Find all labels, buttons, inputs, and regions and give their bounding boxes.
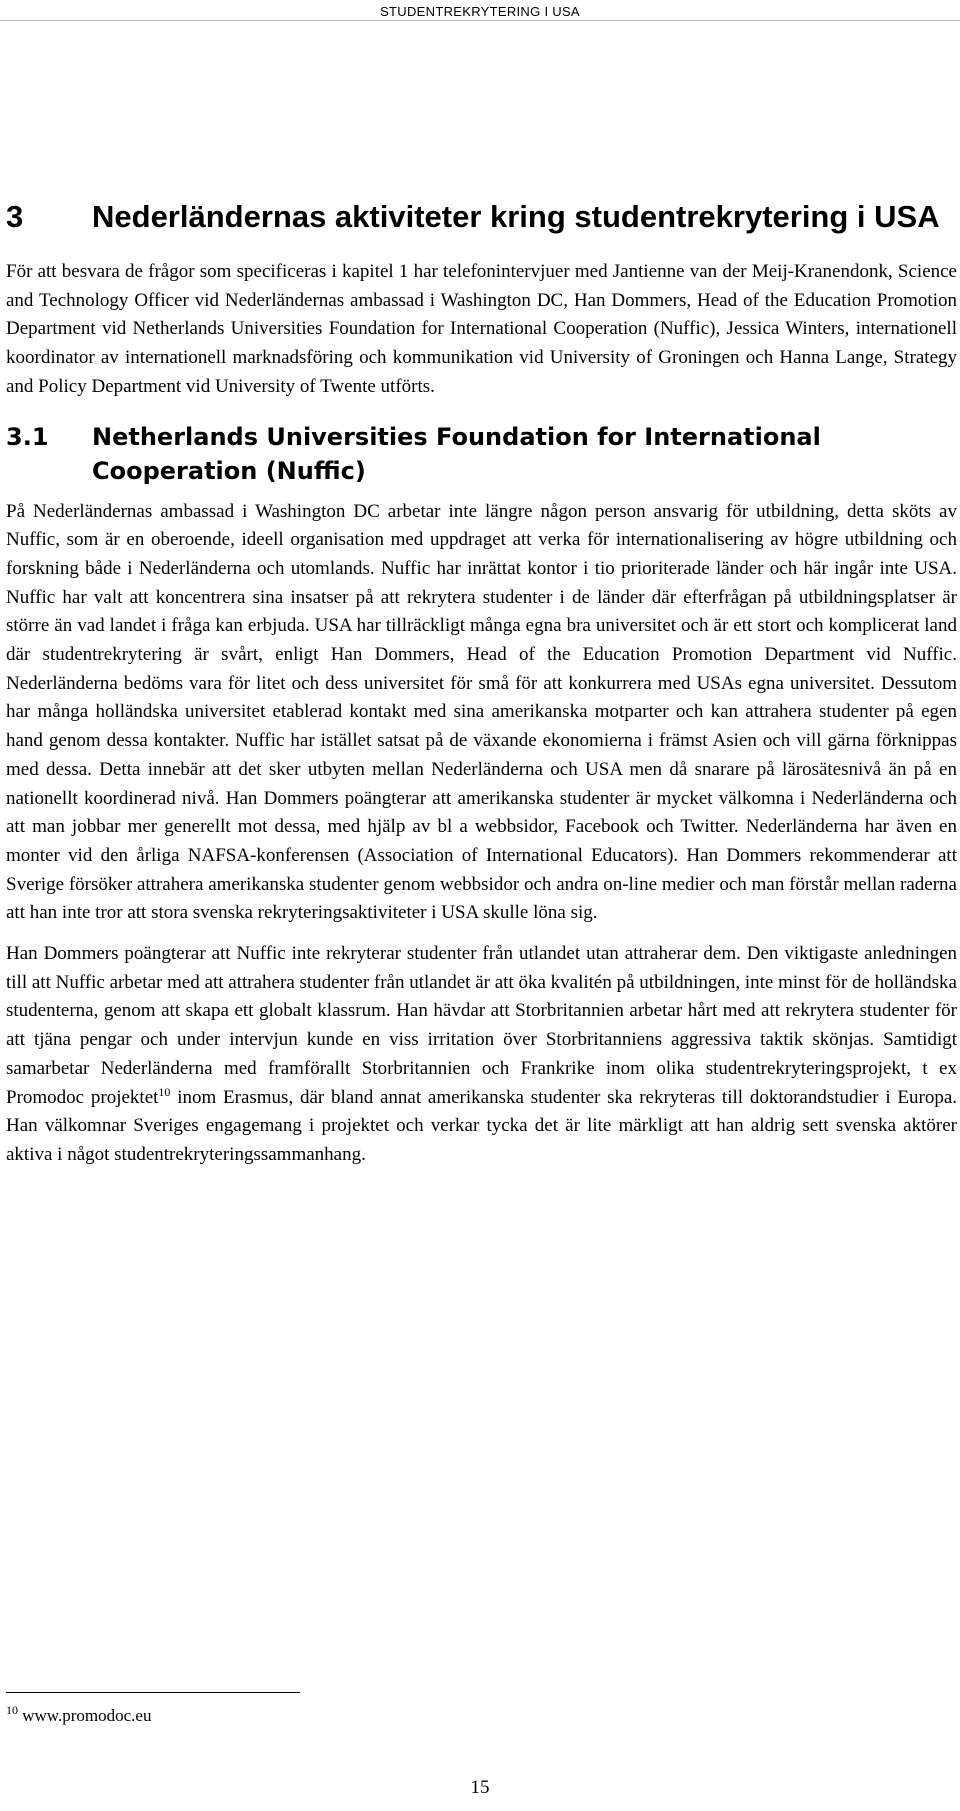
footnote-reference: 10	[158, 1084, 171, 1099]
footnote-divider	[6, 1692, 300, 1693]
paragraph-2-text-end: inom Erasmus, där bland annat amerikanska studenter ska rekryteras till doktorandstudier i Europa. Han välkomnar Sveriges engagemang i projektet och verkar tycka det är lite märkligt att han aldrig sett svenska aktörer aktiva i något studentrekryteringssammanhang.	[6, 1086, 958, 1165]
footnote-text: www.promodoc.eu	[22, 1706, 152, 1725]
chapter-number: 3	[6, 199, 24, 234]
header-divider	[0, 20, 960, 21]
intro-paragraph: För att besvara de frågor som specificeras i kapitel 1 har telefonintervjuer med Jantienne van der Meij-Kranendonk, Science and Technology Officer vid Nederländernas ambassad i Washington DC, Han Dommers, Head of the Education Promotion Department vid Netherlands Universities Foundation for International Cooperation (Nuffic), Jessica Winters, internationell koordinator av internationell marknadsföring och kommunikation vid University of Groningen och Hanna Lange, Strategy and Policy Department vid University of Twente utförts.	[6, 261, 957, 397]
page-content	[6, 196, 957, 1170]
page-number: 15	[470, 1777, 490, 1798]
paragraph-2-text-start: Han Dommers poängterar att Nuffic inte rekryterar studenter från utlandet utan attraherar dem. Den viktigaste anledningen till att Nuffic arbetar med att attrahera studenter från utlandet är att öka kvalitén på utbildningen, inte minst för de holländska studenterna, genom att skapa ett globalt klassrum. Han hävdar att Storbritannien arbetar hårt med att rekrytera studenter för att tjäna pengar och under intervjun kunde en viss irritation över Storbritanniens aggressiva taktik skönjas. Samtidigt samarbetar Nederländerna med framförallt Storbritannien och Frankrike inom olika studentrekryteringsprojekt, t ex Promodoc projektet	[6, 943, 957, 1108]
footnote-number: 10	[6, 1703, 18, 1717]
body-paragraph-1: På Nederländernas ambassad i Washington DC arbetar inte längre någon person ansvarig för utbildning, detta sköts av Nuffic, som är en oberoende, ideell organisation med uppdraget att verka för internationalisering av högre utbildning och forskning både i Nederländerna och utomlands. Nuffic har inrättat kontor i tio prioriterade länder och här ingår inte USA. Nuffic har valt att koncentrera sina insatser på att rekrytera studenter i de länder där efterfrågan på utbildningsplatser är större än vad landet i fråga kan erbjuda. USA har tillräckligt många egna bra universitet och är ett stort och komplicerat land där studentrekrytering är svårt, enligt Han Dommers, Head of the Education Promotion Department vid Nuffic. Nederländerna bedöms vara för litet och dess universitet för små för att konkurrera med USAs egna universitet. Dessutom har många holländska universitet etablerad kontakt med sina amerikanska motparter och kan attrahera studenter på egen hand genom dessa kontakter. Nuffic har istället satsat på de växande ekonomierna i främst Asien och vill gärna förknippas med dessa. Detta innebär att det sker utbyten mellan Nederländerna och USA men då snarare på lärosätesnivå än på en nationellt koordinerad nivå. Han Dommers poängterar att amerikanska studenter är mycket välkomna i Nederländerna och att man jobbar mer generellt mot dessa, med hjälp av bl a webbsidor, Facebook och Twitter. Nederländerna har även en monter vid den årliga NAFSA-konferensen (Association of International Educators). Han Dommers rekommenderar att Sverige försöker attrahera amerikanska studenter genom webbsidor och andra on-line medier och man förstår mellan raderna att han inte tror att stora svenska rekryteringsaktiviteter i USA skulle löna sig.	[6, 500, 957, 924]
chapter-title: Nederländernas aktiviteter kring studentrekrytering i USA	[92, 199, 940, 234]
section-number: 3.1	[6, 422, 49, 451]
running-header: STUDENTREKRYTERING I USA	[380, 4, 580, 19]
section-heading	[6, 420, 957, 488]
section-title: Netherlands Universities Foundation for International Cooperation (Nuffic)	[92, 422, 821, 485]
body-paragraph-2	[6, 940, 957, 1170]
chapter-heading	[6, 196, 957, 238]
footnote	[6, 1703, 152, 1726]
